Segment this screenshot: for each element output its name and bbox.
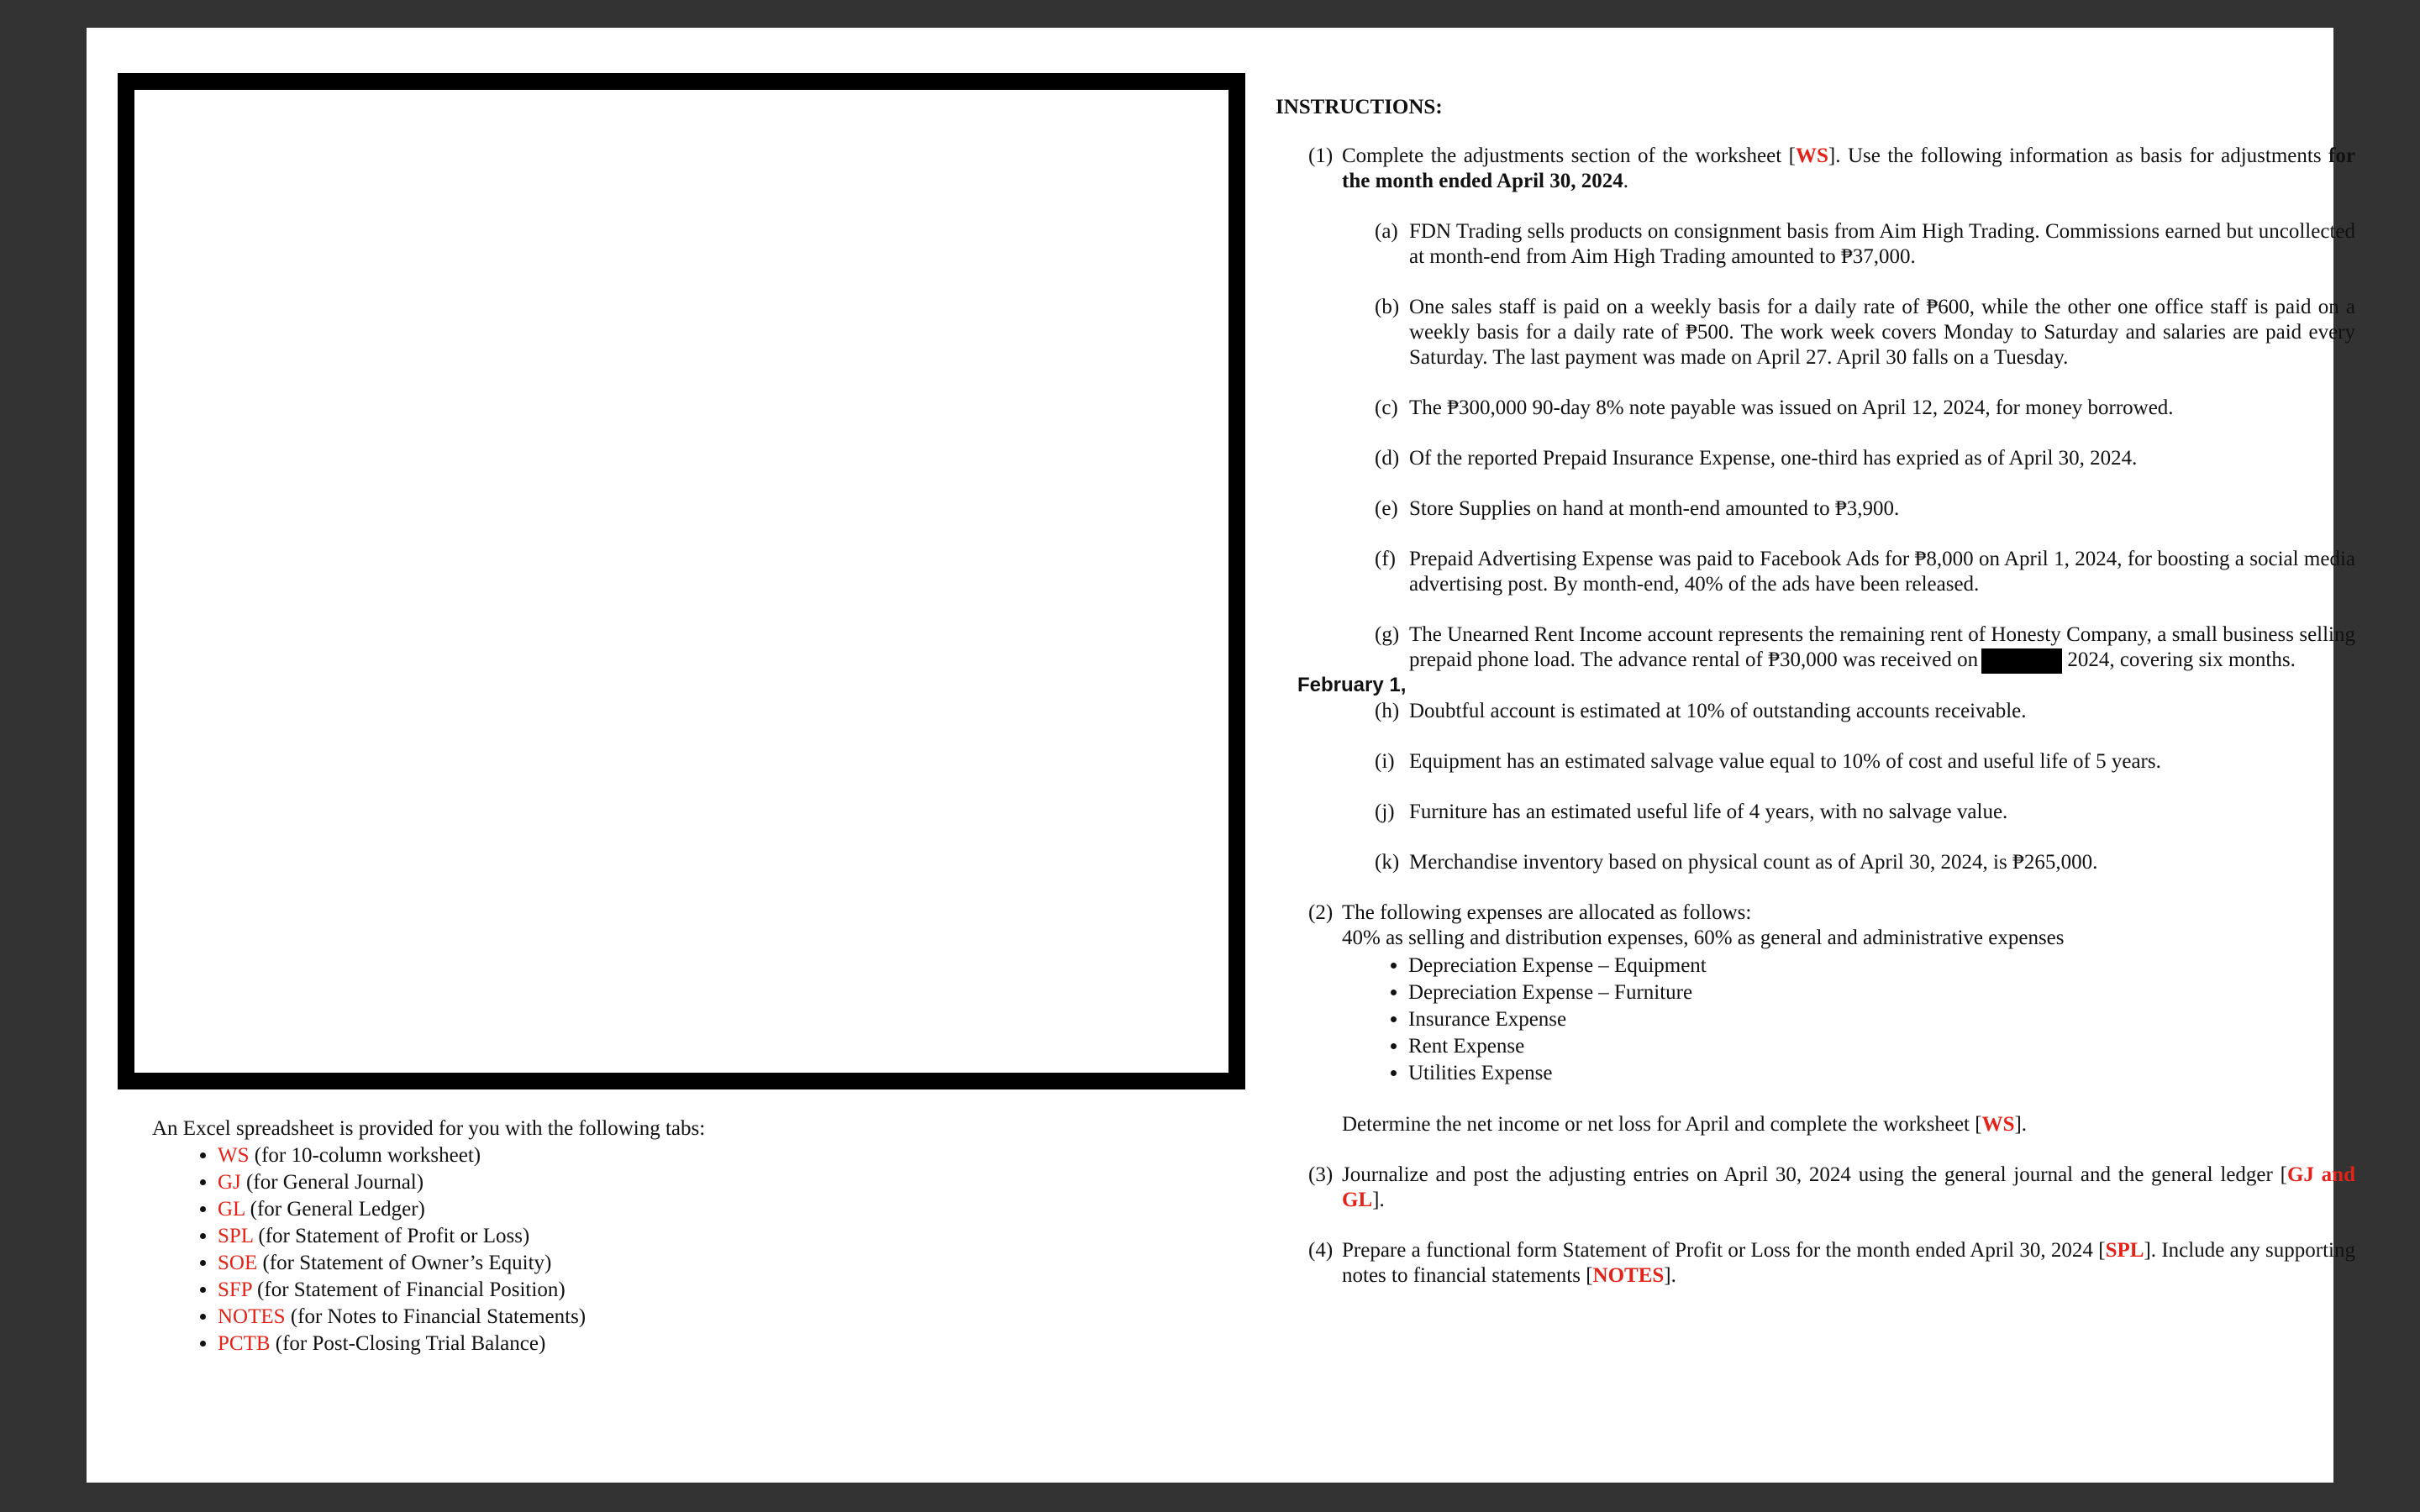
item-text: Furniture has an estimated useful life of 4 years, with no salvage value. [1409,801,2008,824]
instruction-item-3 [1276,1163,2355,1213]
instruction-item-1 [1276,144,2355,194]
tab-reference: WS [1981,1113,2015,1137]
item-text: FDN Trading sells products on consignment basis from Aim High Trading. Commissions earned but uncollected at month-end from Aim High Trading amounted to ₱37,000. [1409,220,2355,268]
expense-bullet: • Utilities Expense [1408,1060,2355,1087]
tab-desc: (for General Ledger) [250,1198,425,1221]
item-number: (3) [1308,1163,1334,1187]
tab-code: SPL [218,1225,254,1247]
item-letter: (g) [1375,623,1400,646]
item-letter: (k) [1375,851,1400,874]
tab-reference: WS [1795,144,1828,167]
tab-reference: NOTES [1592,1264,1665,1288]
expense-bullet: • Rent Expense [1408,1033,2355,1060]
item-text: Prepare a functional form Statement of Profit or Loss for the month ended April 30, 2024 [ [1342,1239,2106,1263]
item-number: (1) [1308,144,1334,167]
adjustment-item-i [1276,749,2355,774]
item-text: 2024, covering six months. [2067,648,2296,671]
adjustment-item-f [1276,547,2355,597]
tab-desc: (for Post-Closing Trial Balance) [275,1332,546,1355]
tab-reference: SPL [2105,1239,2144,1263]
instructions-section [1276,95,2355,1314]
item-letter: (c) [1375,396,1398,419]
tab-desc: (for 10-column worksheet) [254,1144,481,1167]
excel-tabs-section [152,1116,1160,1357]
tab-code: PCTB [218,1332,271,1355]
item-text: Store Supplies on hand at month-end amounted to ₱3,900. [1409,497,1900,520]
item-text: ]. [2014,1113,2028,1137]
expense-bullet: • Insurance Expense [1408,1006,2355,1033]
tab-code: SOE [218,1252,258,1274]
adjustment-item-e [1276,496,2355,522]
adjustment-item-d [1276,446,2355,471]
allocation-line-1: The following expenses are allocated as follows: [1342,901,1752,925]
redaction-box [1981,648,2062,674]
tab-desc: (for Notes to Financial Statements) [290,1305,587,1328]
tab-code: SFP [218,1278,252,1301]
item-number: (4) [1308,1239,1334,1263]
allocation-line-2: 40% as selling and distribution expenses, 60% as general and administrative expenses [1342,927,2065,950]
tab-desc: (for Statement of Financial Position) [257,1278,566,1301]
tab-desc: (for General Journal) [246,1171,424,1194]
item-text: ]. Include any supporting notes to financial statements [ [1342,1239,2355,1288]
tab-item-gj [218,1169,1160,1196]
tab-item-spl [218,1223,1160,1250]
item-text: Journalize and post the adjusting entries on April 30, 2024 using the general journal and the general ledger [ [1342,1163,2287,1187]
image-placeholder-frame [118,73,1245,1089]
item-letter: (d) [1375,447,1400,470]
item-letter: (b) [1375,296,1400,318]
item-letter: (a) [1375,220,1398,243]
adjustment-item-g [1276,622,2355,696]
tab-item-soe [218,1250,1160,1277]
item-letter: (i) [1375,750,1395,774]
tab-code: WS [218,1144,250,1167]
item-text: . [1623,170,1629,192]
date-overlay: February 1, [1297,674,1407,696]
item-text: Complete the adjustments section of the worksheet [ [1342,144,1796,167]
tab-item-sfp [218,1277,1160,1304]
tab-item-pctb [218,1331,1160,1357]
item-text: Determine the net income or net loss for April and complete the worksheet [ [1342,1113,1982,1137]
item-letter: (e) [1375,497,1398,520]
tabs-intro: An Excel spreadsheet is provided for you with the following tabs: [152,1117,706,1140]
item-text: Prepaid Advertising Expense was paid to Facebook Ads for ₱8,000 on April 1, 2024, for boosting a social media advertising post. By month-end, 40% of the ads have been released. [1409,548,2355,596]
tab-item-notes [218,1304,1160,1331]
item-text: The ₱300,000 90-day 8% note payable was issued on April 12, 2024, for money borrowed. [1409,396,2174,419]
tab-code: GL [218,1198,245,1221]
tab-item-gl [218,1196,1160,1223]
instruction-item-4 [1276,1238,2355,1289]
adjustment-item-k [1276,850,2355,875]
item-text: The Unearned Rent Income account represents the remaining rent of Honesty Company, a small business selling prepaid phone load. The advance rental of ₱30,000 was received on [1409,623,2355,671]
adjustment-item-b [1276,295,2355,370]
item-text: Of the reported Prepaid Insurance Expense, one-third has expried as of April 30, 2024. [1409,447,2138,470]
determine-paragraph [1276,1112,2355,1137]
tab-desc: (for Statement of Owner’s Equity) [262,1252,552,1274]
tabs-list [152,1142,1160,1357]
tab-reference: GJ and GL [1342,1163,2355,1212]
instructions-heading: INSTRUCTIONS: [1276,96,1443,118]
adjustment-item-a [1276,219,2355,270]
item-letter: (h) [1375,700,1400,723]
item-number: (2) [1308,901,1334,925]
item-letter: (j) [1375,801,1395,824]
expense-bullet: • Depreciation Expense – Equipment [1408,953,2355,979]
instruction-item-2 [1276,900,2355,1087]
tab-code: NOTES [218,1305,286,1328]
item-text: ]. [1664,1264,1676,1288]
item-text: Doubtful account is estimated at 10% of outstanding accounts receivable. [1409,700,2027,723]
tab-desc: (for Statement of Profit or Loss) [258,1225,530,1247]
expense-bullet: • Depreciation Expense – Furniture [1408,979,2355,1006]
tab-item-ws [218,1142,1160,1169]
period-emphasis: for the month ended April 30, 2024 [1342,144,2355,192]
expense-bullets [1342,953,2355,1087]
item-text: Equipment has an estimated salvage value equal to 10% of cost and useful life of 5 years. [1409,750,2161,774]
item-text: Merchandise inventory based on physical count as of April 30, 2024, is ₱265,000. [1409,851,2098,874]
item-text: One sales staff is paid on a weekly basis for a daily rate of ₱600, while the other one office staff is paid on a weekly basis for a daily rate of ₱500. The work week covers Monday to Saturday and salaries are paid every Saturday. The last payment was made on April 27. April 30 falls on a Tuesday. [1409,296,2355,369]
item-text: ]. Use the following information as basis for adjustments [1828,144,2329,167]
adjustment-item-c [1276,396,2355,421]
document-page [87,28,2355,1483]
adjustment-item-j [1276,800,2355,825]
item-letter: (f) [1375,548,1396,570]
tab-code: GJ [218,1171,241,1194]
item-text: ]. [1372,1189,1385,1212]
adjustment-item-h [1276,699,2355,724]
